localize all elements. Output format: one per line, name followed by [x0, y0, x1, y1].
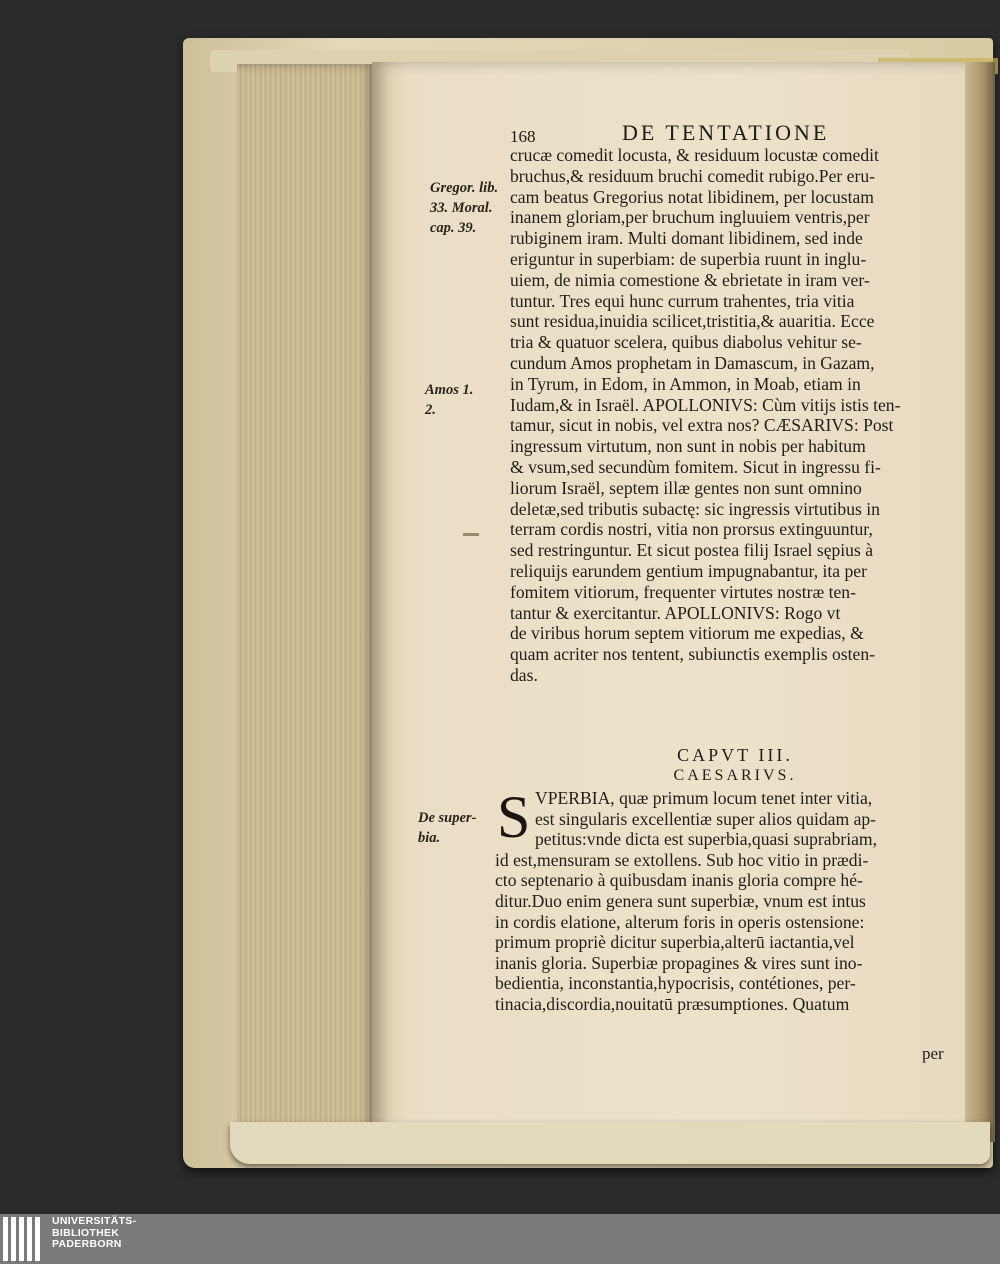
text-line: VPERBIA, quæ primum locum tenet inter vitia,: [535, 788, 873, 808]
text-line: eriguntur in superbiam: de superbia ruunt in inglu-: [510, 248, 867, 269]
text-line: tuntur. Tres equi hunc currum trahentes, tria vitia: [510, 290, 855, 311]
body-text: [510, 145, 965, 686]
margin-note-gregor: Gregor. lib. 33. Moral. cap. 39.: [430, 180, 499, 236]
text-line: inanem gloriam,per bruchum ingluuiem ventris,per: [510, 207, 870, 228]
text-line: in cordis elatione, alterum foris in operis ostensione:: [495, 911, 865, 932]
text-line: ingressum virtutum, non sunt in nobis per habitum: [510, 436, 866, 457]
text-line: das.: [510, 664, 538, 685]
text-line: est singularis excellentiæ super alios quidam ap-: [535, 808, 877, 829]
margin-note-amos: Amos 1. 2.: [425, 382, 474, 418]
text-line: in Tyrum, in Edom, in Ammon, in Moab, etiam in: [510, 373, 861, 394]
text-line: inanis gloria. Superbiæ propagines & vires sunt ino-: [495, 952, 863, 973]
text-line: uiem, de nimia comestione & ebrietate in iram ver-: [510, 269, 870, 290]
text-line: cam beatus Gregorius notat libidinem, per locustam: [510, 186, 874, 207]
text-line: rubiginem iram. Multi domant libidinem, sed inde: [510, 228, 863, 249]
text-line: bedientia, inconstantia,hypocrisis, contétiones, per-: [495, 973, 856, 994]
chapter-heading: CAPVT III.: [677, 745, 793, 765]
text-line: petitus:vnde dicta est superbia,quasi suprabriam,: [535, 829, 878, 850]
text-line: tria & quatuor scelera, quibus diabolus vehitur se-: [510, 332, 862, 353]
margin-note-superbia: De super- bia.: [418, 810, 477, 846]
text-line: id est,mensuram se extollens. Sub hoc vitio in prædi-: [495, 849, 869, 870]
text-line: bruchus,& residuum bruchi comedit rubigo.Per eru-: [510, 165, 875, 186]
text-line: sunt residua,inuidia scilicet,tristitia,& auaritia. Ecce: [510, 311, 875, 332]
text-line: tamur, sicut in nobis, vel extra nos? CÆSARIVS: Post: [510, 415, 894, 436]
speaker-heading: CAESARIVS.: [673, 767, 797, 784]
text-line: quam acriter nos tentent, subiunctis exemplis osten-: [510, 644, 875, 665]
text-line: terram cordis nostri, vitia non prorsus extinguuntur,: [510, 519, 873, 540]
text-line: cundum Amos prophetam in Damascum, in Gazam,: [510, 352, 875, 373]
library-footer: [0, 1214, 1000, 1264]
page-gutter: [965, 62, 995, 1142]
text-line: fomitem vitiorum, frequenter virtutes nostræ ten-: [510, 581, 856, 602]
library-name-line: BIBLIOTHEK: [52, 1226, 120, 1239]
page-number: 168: [510, 127, 536, 146]
text-line: & vsum,sed secundùm fomitem. Sicut in ingressu fi-: [510, 456, 881, 477]
text-line: Iudam,& in Israël. APOLLONIVS: Cùm vitijs istis ten-: [510, 394, 901, 415]
text-line: tantur & exercitantur. APOLLONIVS: Rogo vt: [510, 602, 841, 623]
text-line: liorum Israël, septem illæ gentes non sunt omnino: [510, 477, 862, 498]
library-logo-icon: [3, 1217, 45, 1261]
book-bottom-cover: [230, 1122, 990, 1164]
text-line: crucæ comedit locusta, & residuum locustæ comedit: [510, 145, 879, 165]
library-name: [52, 1216, 136, 1251]
library-name-line: UNIVERSITÄTS-: [52, 1215, 137, 1227]
page-stack-edge: [237, 64, 375, 1130]
drop-cap: S: [497, 784, 531, 850]
text-line: tinacia,discordia,nouitatū præsumptiones. Quatum: [495, 993, 850, 1014]
catchword: per: [922, 1044, 944, 1063]
text-line: ditur.Duo enim genera sunt superbiæ, vnum est intus: [495, 890, 866, 911]
text-line: sed restringuntur. Et sicut postea filij Israel sępius à: [510, 540, 874, 561]
text-line: reliquijs earundem gentium impugnabantur, ita per: [510, 560, 867, 581]
body-text-chapter: [495, 784, 965, 1015]
running-title: DE TENTATIONE: [622, 120, 830, 145]
text-line: cto septenario à quibusdam inanis gloria compre hé-: [495, 870, 863, 891]
margin-dash: [463, 533, 479, 536]
library-name-line: PADERBORN: [52, 1238, 122, 1250]
text-line: primum propriè dicitur superbia,alterū iactantia,vel: [495, 932, 855, 953]
text-line: deletæ,sed tributis subactę: sic ingressis virtutibus in: [510, 498, 880, 519]
text-line: de viribus horum septem vitiorum me expedias, &: [510, 623, 864, 644]
